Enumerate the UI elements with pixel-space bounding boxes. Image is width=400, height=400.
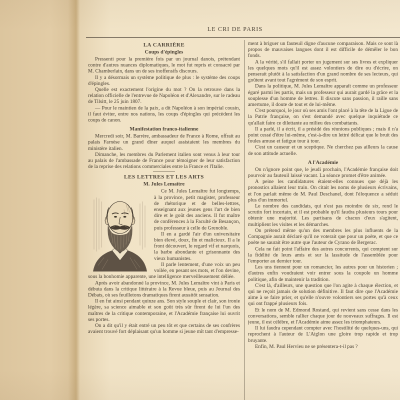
section-heading: LES LETTRES ET LES ARTS — [124, 174, 204, 181]
paragraph: Le nombre des candidats, qui n'est pas moindre de six, rend le scrutin fort incertain, et il est probable qu'il faudra plusieurs tours pour obtenir une majorité. Les partisans de chacun d'eux s'agitent, multiplient les visites et les démarches. — [248, 203, 398, 228]
paragraph: Il parle lentement, d'une voix un peu voilée, en pesant ses mots, et l'on devine, sous la bonhomie apparente, une intelligence merveilleusement déliée. — [88, 261, 240, 280]
article-title: A l'Académie — [307, 159, 339, 166]
paragraph: Mercredi soir, M. Barrère, ambassadeur de France à Rome, offrait au palais Farnèse un grand dîner auquel assistaient les membres du ministère italien. — [88, 133, 240, 152]
portrait-coat — [93, 248, 147, 272]
paragraph: On a dit qu'il y était entré un peu tôt et que certains de ses confrères avaient trouvé fort déplaisant qu'un homme si jeune mît tant d'empresse- — [88, 322, 240, 335]
paragraph: C'est pourquoi, le jour où ses amis l'ont placé à la tête de la Ligue de la Patrie française, on s'est demandé avec quelque inquiétude ce qu'allait faire ce dilettante au milieu des combattants. — [248, 108, 398, 126]
section-la-carriere — [88, 42, 240, 124]
section-academie — [248, 159, 398, 350]
article-title: M. Jules Lemaître — [143, 181, 185, 188]
portrait-icon — [90, 190, 150, 272]
paragraph: Il en fut ainsi pendant quinze ans. Son style souple et clair, son ironie légère, sa science aimable et son goût très sûr firent de lui l'un des maîtres de la critique contemporaine, et l'Académie française lui ouvrit ses portes. — [88, 298, 240, 323]
paragraph: Et le nom de M. Edmond Rostand, qui revient sans cesse dans les conversations, semble rallier chaque jour de nouveaux suffrages. Il est jeune, il est célèbre, et l'Académie aime assez les triomphateurs. — [248, 307, 398, 325]
paragraph: Il a parlé, il a écrit, il a présidé des réunions publiques ; mais il n'a point cessé d'être lui-même, c'est-à-dire un lettré délicat que le bruit des foules amuse et fatigue tour à tour. — [248, 126, 398, 145]
column-divider — [244, 40, 245, 400]
section-lettres-continued — [248, 41, 398, 157]
paragraph: Ce M. Jules Lemaître fut longtemps, à la province, petit magister, professeur de rhétorique et de belles-lettres, enseignant aux jeunes gens l'art de bien dire et le goût des anciens. Il fut maître de conférences à la Faculté de Besançon, puis professeur à celle de Grenoble. — [154, 188, 240, 231]
section-lettres-et-arts — [88, 174, 240, 335]
paragraph: — Pour le maintien de la paix, a dit Napoléon à son impérial cousin, il faut éviter, entre nos nations, les coups d'épingles qui précèdent les coups de canon. — [88, 105, 240, 124]
section-manifestation — [88, 126, 240, 170]
article-title: Manifestation franco-italienne — [129, 126, 199, 133]
paragraph: Cela ne fait point l'affaire des autres concurrents, qui comptent sur la fidélité de leurs amis et sur la lassitude de l'assemblée pour l'emporter au dernier tour. — [248, 246, 398, 264]
paragraph: Pressenti pour la première fois par un journal danois, prétendant contre d'autres nuances diplomatiques, le mot fut repris et consacré par M. Chamberlain, dans un de ses inoffensifs discours. — [88, 56, 240, 75]
paragraph: C'est un causeur et un sceptique. Ne cherchez pas ailleurs la cause de son attitude actuelle. — [248, 144, 398, 157]
paragraph: A la vérité, s'il fallait porter un jugement sur ses livres et expliquer les quelques mots qu'il est assez volontiers de dire ou d'écrire, on penserait plutôt à la satisfaction d'un grand nombre de ses lecteurs, qui goûtent avant tout l'agrément de son esprit. — [248, 59, 398, 84]
left-column — [88, 41, 240, 400]
paragraph: Il lui faudra cependant compter avec l'hostilité de quelques-uns, qui reprochent à l'auteur de L'Aiglon une gloire trop rapide et trop bruyante. — [248, 325, 398, 344]
paragraph: Il y a désormais un système politique de plus : le système des coups d'épingles. — [88, 74, 240, 87]
section-heading: LA CARRIÈRE — [143, 42, 185, 48]
portrait-engraving-icon — [90, 190, 150, 272]
article-title: Coups d'épingles — [144, 49, 184, 55]
paragraph: Dimanche, les membres du Parlement italien sont venus à leur tour au palais de l'ambassade de France pour témoigner de leur satisfaction de la reprise des relations commerciales entre la France et l'Italie. — [88, 151, 240, 170]
paragraph: C'est là, d'ailleurs, une question que l'on agite à chaque élection, et qui ne reçoit jamais de solution définitive. Il faut dire que l'Académie aime à se faire prier, et qu'elle n'ouvre volontiers ses portes qu'à ceux qui ont frappé plusieurs fois. — [248, 282, 398, 307]
paragraph: Dans la politique, M. Jules Lemaître apparaît comme un professeur égaré parmi les partis, mais un professeur qui aurait gardé la grâce et la souplesse d'un homme de lettres. Il discute sans passion, il raille sans amertume, il doute de tout et de lui-même. — [248, 83, 398, 108]
paragraph: A peine les candidatures étaient-elles connues que déjà les pronostics allaient leur train. On citait les noms de plusieurs écrivains, et l'on parlait même de M. Paul Deschanel, dont l'éloquence a séduit plus d'un immortel. — [248, 179, 398, 203]
header-rule — [86, 37, 400, 38]
paragraph: Les uns tiennent pour un romancier, les autres pour un historien ; d'autres enfin voudraient voir entrer sous la coupole un homme politique, afin de maintenir la tradition. — [248, 264, 398, 283]
paragraph: Après avoir abandonné la province, M. Jules Lemaître vint à Paris et débuta dans la critique littéraire à la Revue bleue, puis au Journal des Débats, où ses feuilletons dramatiques firent aussitôt sensation. — [88, 280, 240, 298]
section-rule — [153, 172, 175, 173]
paragraph: Enfin, M. Paul Hervieu ne se présentera-t-il pas ? — [255, 343, 358, 350]
paragraph: On n'ignore point que, le jeudi prochain, l'Académie française doit pourvoir au fauteuil laissé vacant. La séance promet d'être animée. — [248, 166, 398, 179]
paragraph: ment à briguer un fauteuil digne d'aucune comparaison. Mais ce sont là propos de mauvaises langues dont il est difficile de démêler le bon fonds. — [248, 41, 398, 59]
paragraph: Il en a gardé l'air d'un universitaire bien élevé, doux, fin et malicieux. Il a le front découvert, le regard vif et narquois, la barbe abondante et grisonnante des vieux humanistes. — [154, 231, 240, 262]
paragraph: Quelle est exactement l'origine du mot ? On la retrouve dans la relation officielle de l'entrevue de Napoléon et d'Alexandre, sur le radeau de Tilsitt, le 25 juin 1807. — [88, 87, 240, 105]
portrait-beard — [108, 225, 133, 252]
paragraph: On prétend même qu'un des membres les plus influents de la Compagnie aurait déclaré qu'il ne voterait que pour un poète, et que ce poète ne saurait être autre que l'auteur de Cyrano de Bergerac. — [248, 227, 398, 246]
right-column — [248, 41, 398, 400]
running-head: LE CRI DE PARIS — [207, 25, 263, 33]
